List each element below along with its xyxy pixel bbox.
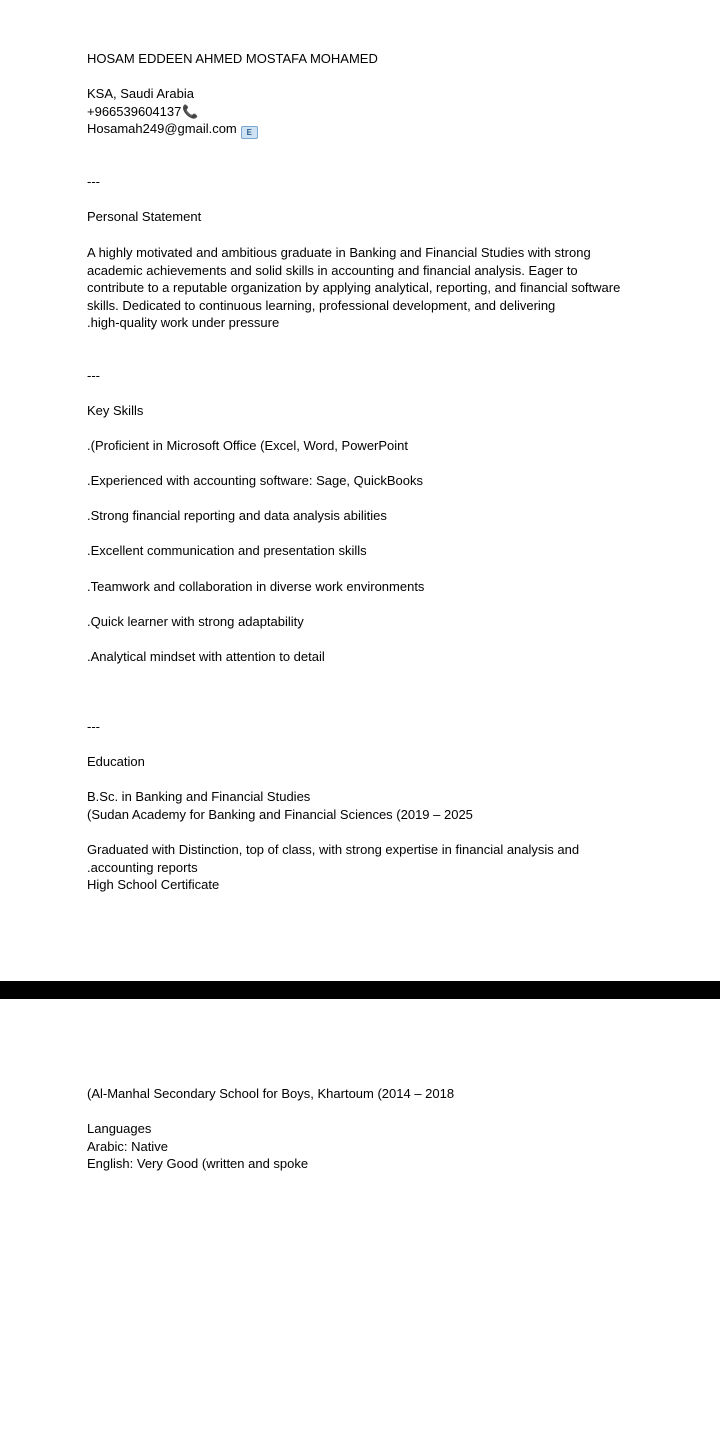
- skill-item: .Strong financial reporting and data analysis abilities: [87, 508, 387, 523]
- personal-statement-paragraph: [87, 244, 647, 332]
- location: KSA, Saudi Arabia: [87, 86, 194, 101]
- phone-icon: 📞: [182, 103, 199, 119]
- skill-item: .Teamwork and collaboration in diverse work environments: [87, 579, 425, 594]
- skill-item: .Analytical mindset with attention to detail: [87, 649, 325, 664]
- language-item: Arabic: Native: [87, 1138, 168, 1154]
- paragraph-line: .high-quality work under pressure: [87, 315, 280, 331]
- phone-number: +966539604137: [87, 103, 182, 119]
- separator: ---: [87, 719, 100, 734]
- education-detail: .accounting reports: [87, 859, 198, 875]
- skill-item: .Experienced with accounting software: Sage, QuickBooks: [87, 473, 424, 488]
- high-school-institution: (Al-Manhal Secondary School for Boys, Khartoum (2014 – 2018: [87, 1086, 455, 1101]
- email-address[interactable]: Hosamah249@gmail.com: [87, 121, 237, 137]
- skill-item: .Excellent communication and presentation skills: [87, 543, 367, 558]
- document-page-2: [0, 999, 720, 1438]
- paragraph-line: skills. Dedicated to continuous learning, professional development, and delivering: [87, 297, 556, 313]
- education-detail: Graduated with Distinction, top of class, with strong expertise in financial analysis and: [87, 842, 580, 857]
- section-title-languages: Languages: [87, 1121, 152, 1136]
- paragraph-line: contribute to a reputable organization by applying analytical, reporting, and financial software: [87, 280, 621, 296]
- phone-line: [87, 103, 199, 121]
- separator: ---: [87, 368, 100, 383]
- applicant-name: HOSAM EDDEEN AHMED MOSTAFA MOHAMED: [87, 51, 378, 66]
- separator: ---: [87, 174, 100, 189]
- page-break: [0, 981, 720, 999]
- paragraph-line: academic achievements and solid skills in accounting and financial analysis. Eager to: [87, 262, 578, 278]
- email-line: [87, 120, 258, 139]
- section-title-personal-statement: Personal Statement: [87, 209, 202, 224]
- language-item: English: Very Good (written and spoke: [87, 1156, 309, 1172]
- paragraph-line: A highly motivated and ambitious graduate in Banking and Financial Studies with strong: [87, 245, 591, 260]
- section-title-key-skills: Key Skills: [87, 403, 144, 418]
- high-school: High School Certificate: [87, 877, 220, 893]
- skill-item: .(Proficient in Microsoft Office (Excel, Word, PowerPoint: [87, 438, 409, 453]
- institution: (Sudan Academy for Banking and Financial Sciences (2019 – 2025: [87, 806, 473, 822]
- email-icon: E: [241, 126, 258, 139]
- skill-item: .Quick learner with strong adaptability: [87, 614, 304, 629]
- section-title-education: Education: [87, 754, 145, 769]
- degree: B.Sc. in Banking and Financial Studies: [87, 789, 311, 804]
